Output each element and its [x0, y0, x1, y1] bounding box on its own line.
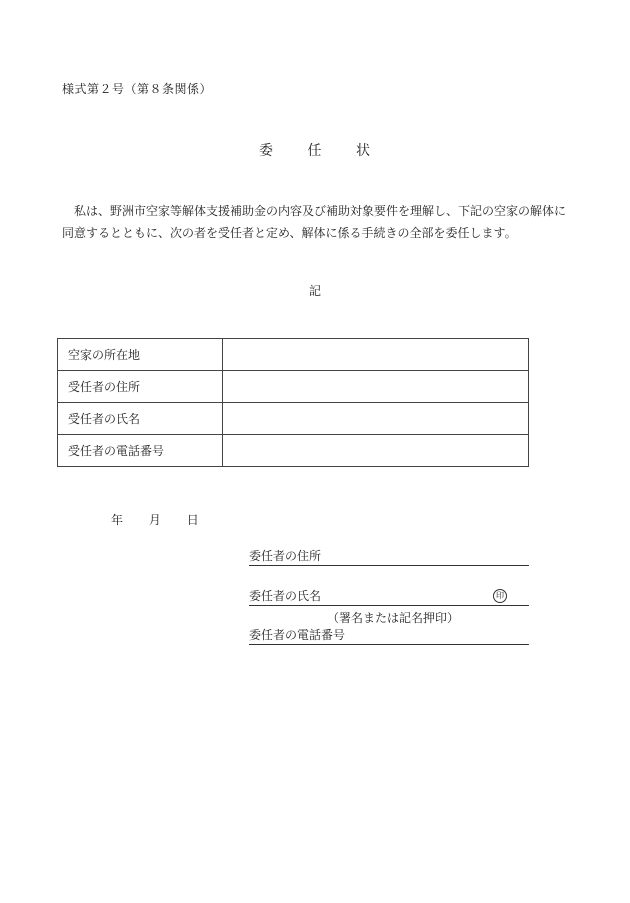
details-table [57, 338, 529, 467]
row-label: 受任者の電話番号 [58, 435, 223, 467]
form-number: 様式第２号（第８条関係） [62, 82, 213, 96]
delegator-name-line [249, 588, 529, 606]
signature-note: （署名または記名押印） [327, 611, 460, 625]
row-label: 受任者の住所 [58, 371, 223, 403]
month-label: 月 [148, 513, 161, 527]
day-label: 日 [186, 513, 199, 527]
title-char: 任 [307, 143, 323, 159]
body-paragraph: 私は、野洲市空家等解体支援補助金の内容及び補助対象要件を理解し、下記の空家の解体に同意するとともに、次の者を受任者と定め、解体に係る手続きの全部を委任します。 [62, 204, 567, 240]
title-char: 委 [259, 143, 275, 159]
table-row [58, 435, 529, 467]
row-value-field[interactable] [223, 435, 529, 467]
row-label: 受任者の氏名 [58, 403, 223, 435]
title-char: 状 [355, 143, 371, 159]
delegator-phone-label: 委任者の電話番号 [249, 628, 346, 642]
year-label: 年 [111, 513, 124, 527]
row-value-field[interactable] [223, 403, 529, 435]
delegator-address-label: 委任者の住所 [249, 549, 322, 563]
row-label: 空家の所在地 [58, 339, 223, 371]
table-row [58, 403, 529, 435]
row-value-field[interactable] [223, 339, 529, 371]
table-row [58, 339, 529, 371]
seal-mark: 印 [493, 589, 507, 603]
delegator-name-label: 委任者の氏名 [249, 589, 322, 603]
delegator-phone-line [249, 627, 529, 645]
date-line [111, 511, 221, 528]
ki-heading: 記 [308, 284, 321, 298]
document-title [0, 140, 630, 160]
row-value-field[interactable] [223, 371, 529, 403]
delegator-address-line [249, 548, 529, 566]
table-row [58, 371, 529, 403]
